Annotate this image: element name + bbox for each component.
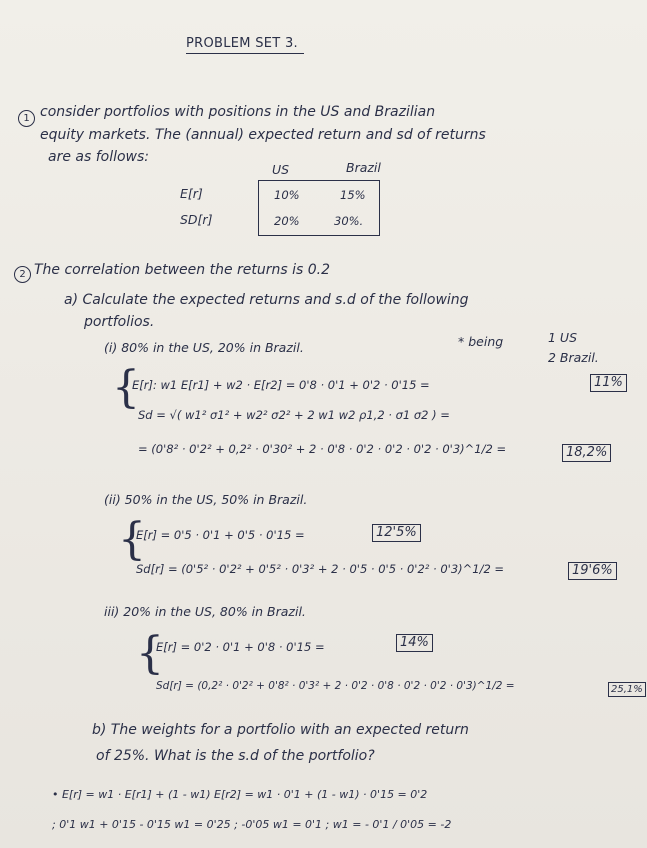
table-cell-br-sd: 30%.	[334, 214, 364, 228]
legend-1: 1 US	[548, 330, 578, 345]
question-2-number: 2	[14, 266, 31, 283]
part-ii-sd: Sd[r] = (0'5² · 0'2² + 0'5² · 0'3² + 2 · 0'5 · 0'5 · 0'2² · 0'3)^1/2 =	[136, 562, 505, 576]
table-cell-br-er: 15%	[340, 188, 366, 202]
q1-text-line1: consider portfolios with positions in the US and Brazilian	[40, 104, 436, 120]
q1-text-line2: equity markets. The (annual) expected return and sd of returns	[40, 127, 486, 143]
q1-text-line3: are as follows:	[48, 149, 150, 165]
table-header-us: US	[272, 162, 290, 177]
table-cell-us-er: 10%	[274, 188, 300, 202]
table-row-label-sd: SD[r]	[180, 212, 213, 227]
table-row-label-er: E[r]	[180, 186, 203, 201]
part-i-sd-calc: = (0'8² · 0'2² + 0,2² · 0'30² + 2 · 0'8 · 0'2 · 0'2 · 0'2 · 0'3)^1/2 =	[138, 442, 507, 456]
table-cell-us-sd: 20%	[274, 214, 300, 228]
q2a-text-line1: a) Calculate the expected returns and s.d of the following	[64, 292, 469, 308]
brace-i: {	[112, 362, 140, 413]
part-i-sd-answer: 18,2%	[562, 444, 611, 462]
part-iii-sd: Sd[r] = (0,2² · 0'2² + 0'8² · 0'3² + 2 · 0'2 · 0'8 · 0'2 · 0'2 · 0'3)^1/2 =	[156, 680, 515, 692]
part-ii-sd-answer: 19'6%	[568, 562, 617, 580]
title-underline	[186, 53, 304, 54]
part-i-expected-return: E[r]: w1 E[r1] + w2 · E[r2] = 0'8 · 0'1 + 0'2 · 0'15 =	[132, 378, 430, 392]
part-ii-label: (ii) 50% in the US, 50% in Brazil.	[104, 492, 308, 507]
part-b-equation-2: ; 0'1 w1 + 0'15 - 0'15 w1 = 0'25 ; -0'05 w1 = 0'1 ; w1 = - 0'1 / 0'05 = -2	[52, 818, 452, 831]
part-iii-label: iii) 20% in the US, 80% in Brazil.	[104, 604, 306, 619]
part-b-text-line1: b) The weights for a portfolio with an expected return	[92, 722, 469, 738]
q2-intro: The correlation between the returns is 0.2	[34, 262, 331, 278]
question-1-number: 1	[18, 110, 35, 127]
table-header-brazil: Brazil	[346, 160, 381, 175]
brace-ii: {	[118, 514, 146, 565]
page-title: PROBLEM SET 3.	[186, 36, 298, 51]
part-iii-sd-answer: 25,1%	[608, 682, 646, 697]
legend-star: * being	[458, 334, 504, 349]
legend-2: 2 Brazil.	[548, 350, 599, 365]
part-b-text-line2: of 25%. What is the s.d of the portfolio?	[96, 748, 375, 764]
part-i-sd-formula: Sd = √( w1² σ1² + w2² σ2² + 2 w1 w2 ρ1,2 · σ1 σ2 ) =	[138, 408, 450, 422]
part-iii-expected-return-answer: 14%	[396, 634, 433, 652]
part-ii-expected-return: E[r] = 0'5 · 0'1 + 0'5 · 0'15 =	[136, 528, 305, 542]
part-i-expected-return-answer: 11%	[590, 374, 627, 392]
part-b-equation-1: • E[r] = w1 · E[r1] + (1 - w1) E[r2] = w1 · 0'1 + (1 - w1) · 0'15 = 0'2	[52, 788, 428, 801]
q2a-text-line2: portfolios.	[84, 314, 155, 330]
brace-iii: {	[136, 628, 164, 679]
part-i-label: (i) 80% in the US, 20% in Brazil.	[104, 340, 304, 355]
part-iii-expected-return: E[r] = 0'2 · 0'1 + 0'8 · 0'15 =	[156, 640, 325, 654]
part-ii-expected-return-answer: 12'5%	[372, 524, 421, 542]
